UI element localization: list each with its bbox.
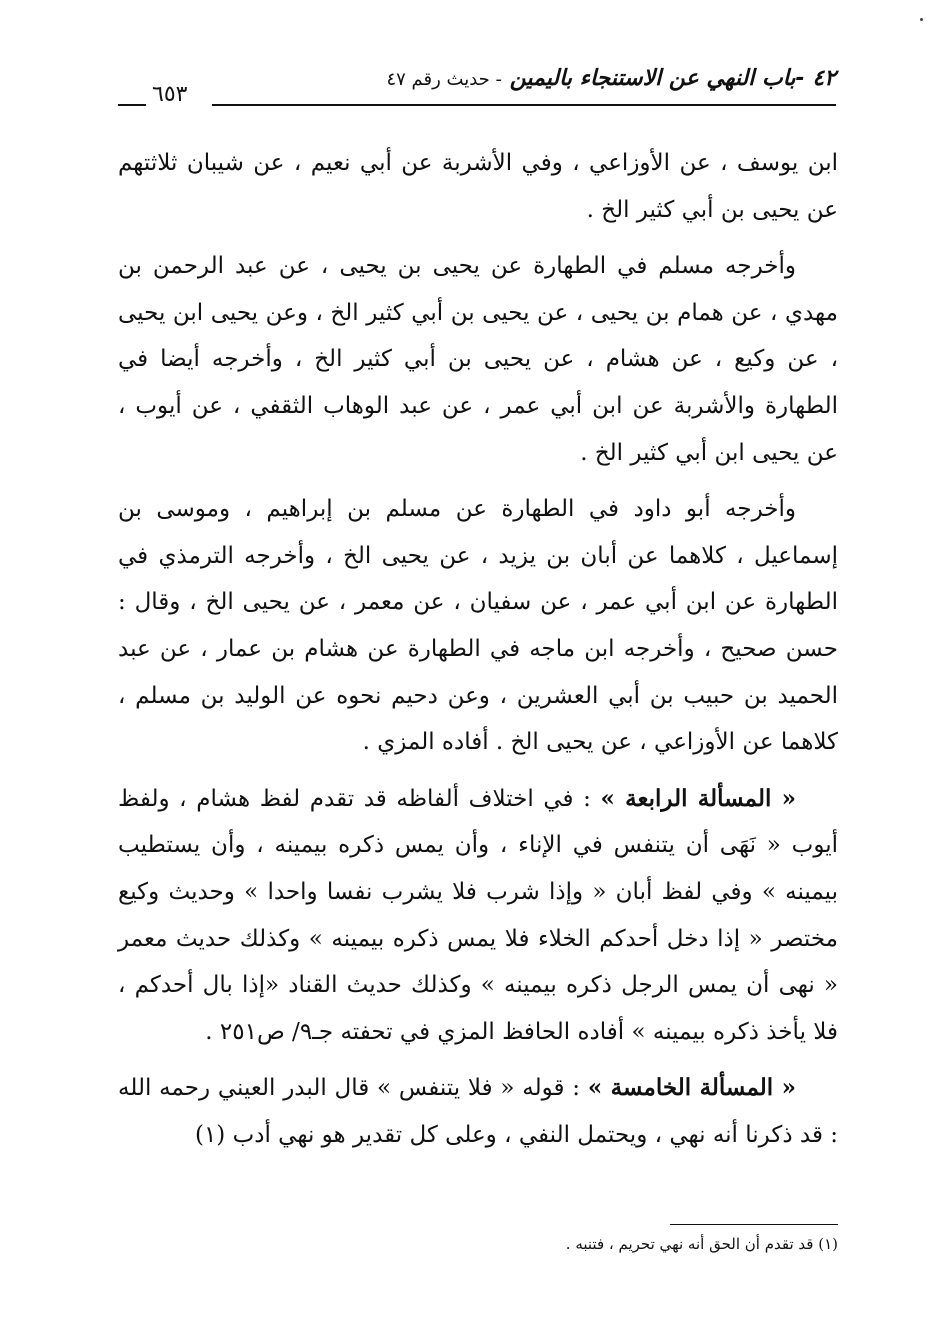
text-line: قد ذكرنا أنه نهي ، ويحتمل النفي ، وعلى كل تقدير هو نهي أدب (١) — [194, 1121, 823, 1148]
text-line: جـ٩/ ص٢٥١ . — [205, 1018, 334, 1045]
paragraph — [118, 140, 838, 233]
text-line: ابن يحيى ، عن وكيع ، عن هشام ، عن يحيى بن أبي كثير الخ ، — [118, 299, 839, 373]
text-line: وأخرجه أيضا في الطهارة والأشربة عن ابن أبي عمر ، عن عبد الوهاب — [118, 346, 838, 419]
text-line: مهدي ، عن همام بن يحيى ، عن يحيى بن أبي كثير الخ ، وعن يحيى — [210, 299, 838, 326]
text-line: الثقفي ، عن أيوب ، عن يحيى ابن أبي كثير الخ . — [118, 392, 838, 466]
text-line: ابن يوسف ، عن الأوزاعي ، وفي الأشربة عن أبي نعيم ، عن شيبان — [186, 150, 838, 176]
paragraph — [118, 776, 838, 1056]
page-number: ٦٥٣ — [152, 82, 188, 107]
main-text — [118, 140, 838, 1168]
paragraph — [118, 1065, 838, 1158]
text-line: عمار ، عن عبد الحميد بن حبيب بن أبي العشرين ، وعن دحيم نحوه — [118, 635, 839, 709]
chapter-title — [386, 62, 836, 97]
text-line: : في اختلاف ألفاظه قد تقدم لفظ هشام ، ولفظ — [118, 785, 591, 812]
text-line: وقال : حسن صحيح ، وأخرجه ابن ماجه في الطهارة عن هشام بن — [118, 589, 838, 662]
page-number-rule — [118, 104, 146, 106]
text-line: وأخرجه مسلم في الطهارة عن يحيى بن يحيى ، عن عبد الرحمن بن — [118, 253, 796, 280]
chapter-title-text: ٤٢ -باب النهي عن الاستنجاء باليمين — [509, 66, 836, 91]
text-line: أيوب « نَهَى أن يتنفس في الإناء ، وأن يمس ذكره بيمينه ، وأن يستطيب — [118, 832, 838, 859]
section-heading: « المسألة الخامسة » — [587, 1074, 796, 1102]
paragraph — [118, 243, 838, 476]
running-header — [118, 62, 836, 112]
text-line: وكيع مختصر « إذا دخل أحدكم الخلاء فلا يمس ذكره بيمينه » وكذلك — [118, 878, 838, 952]
text-line: : قوله « فلا يتنفس » قال البدر العيني رحمه الله : — [118, 1075, 838, 1148]
hadith-number: - حديث رقم ٤٧ — [386, 69, 503, 90]
paragraph — [118, 486, 838, 766]
scan-speck — [920, 18, 923, 21]
footnote-rule — [670, 1224, 838, 1225]
footnote: (١) قد تقدم أن الحق أنه نهي تحريم ، فتنبه . — [565, 1235, 838, 1253]
text-line: «إذا بال أحدكم ، فلا يأخذ ذكره بيمينه » أفاده الحافظ المزي في تحفته — [118, 972, 838, 1045]
text-line: بيمينه » وفي لفظ أبان « وإذا شرب فلا يشرب نفسا واحدا » وحديث — [168, 878, 838, 905]
text-line: حديث معمر « نهى أن يمس الرجل ذكره بيمينه » وكذلك حديث القناد — [118, 925, 838, 999]
text-line: ثلاثتهم عن يحيى بن أبي كثير الخ . — [118, 150, 838, 223]
text-line: عن الوليد بن مسلم ، كلاهما عن الأوزاعي ، عن يحيى الخ . أفاده — [118, 682, 838, 756]
text-line: إسماعيل ، كلاهما عن أبان بن يزيد ، عن يحيى الخ ، وأخرجه الترمذي — [158, 542, 838, 569]
section-heading: « المسألة الرابعة » — [600, 784, 797, 812]
text-line: وأخرجه أبو داود في الطهارة عن مسلم بن إبراهيم ، وموسى بن — [118, 496, 796, 523]
text-line: في الطهارة عن ابن أبي عمر ، عن سفيان ، عن معمر ، عن يحيى الخ ، — [118, 542, 838, 616]
text-line: المزي . — [362, 729, 435, 756]
header-rule — [212, 104, 836, 106]
